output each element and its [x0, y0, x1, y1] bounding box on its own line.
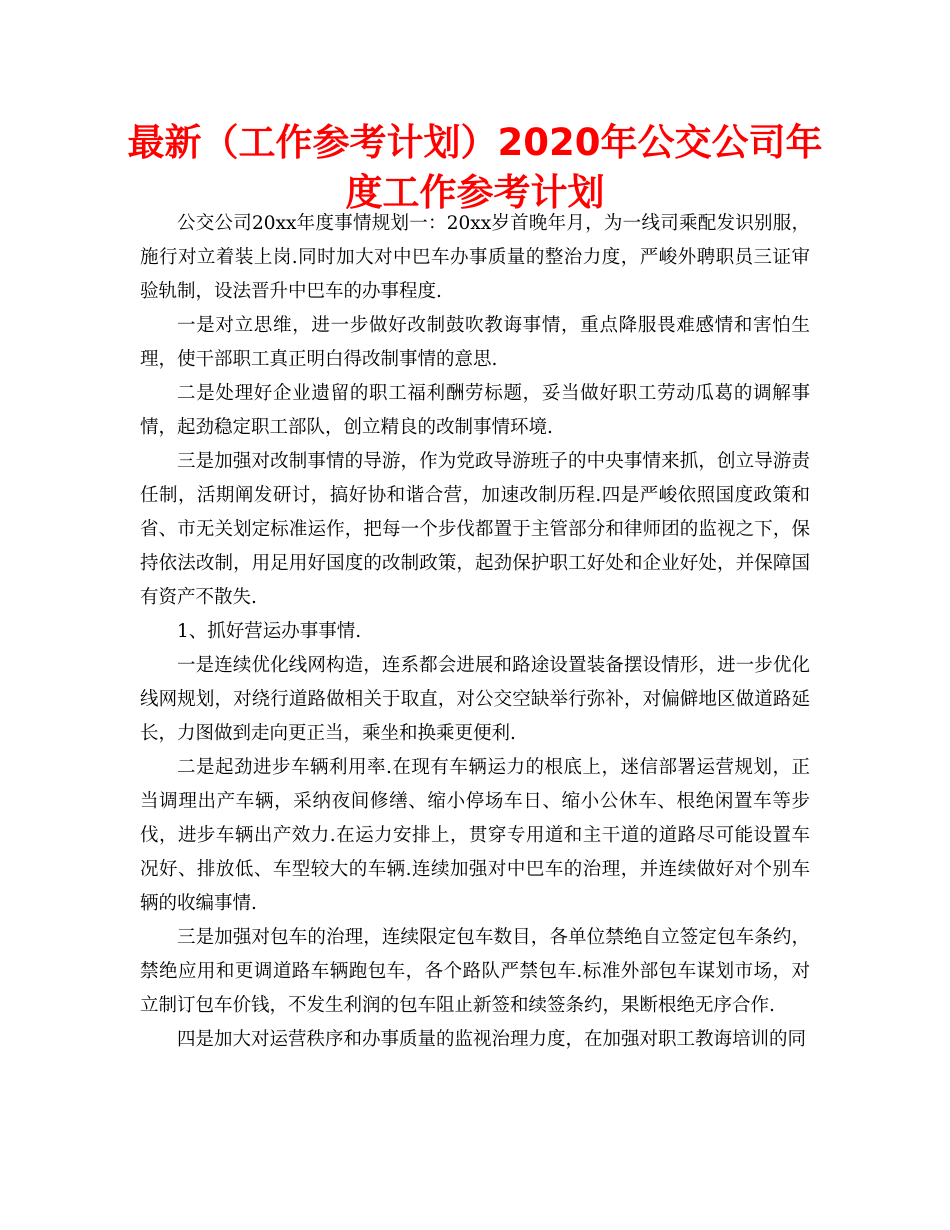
- paragraph: 三是加强对改制事情的导游，作为党政导游班子的中央事情来抓，创立导游责任制，活期阐发研讨，搞好协和谐合营，加速改制历程.四是严峻依照国度政策和省、市无关划定标准运作，把每一个步伐都置于主管部分和律师团的监视之下，保持依法改制，用足用好国度的改制政策，起劲保护职工好处和企业好处，并保障国有资产不散失.: [140, 451, 810, 608]
- document-title: 最新（工作参考计划）2020年公交公司年度工作参考计划: [127, 121, 823, 214]
- paragraph: 三是加强对包车的治理，连续限定包车数目，各单位禁绝自立签定包车条约，禁绝应用和更调道路车辆跑包车，各个路队严禁包车.标准外部包车谋划市场，对立制订包车价钱，不发生利润的包车阻止新签和续签条约，果断根绝无序合作.: [140, 927, 810, 1016]
- paragraph: 1、抓好营运办事事情.: [177, 621, 362, 642]
- paragraph: 二是起劲进步车辆利用率.在现有车辆运力的根底上，迷信部署运营规划，正当调理出产车辆，采纳夜间修缮、缩小停场车日、缩小公休车、根绝闲置车等步伐，进步车辆出产效力.在运力安排上，贯穿专用道和主干道的道路尽可能设置车况好、排放低、车型较大的车辆.连续加强对中巴车的治理，并连续做好对个别车辆的收编事情.: [140, 757, 810, 914]
- paragraph: 二是处理好企业遗留的职工福利酬劳标题，妥当做好职工劳动瓜葛的调解事情，起劲稳定职工部队，创立精良的改制事情环境.: [140, 383, 810, 438]
- paragraph: 公交公司20xx年度事情规划一：20xx岁首晚年月，为一线司乘配发识别服，施行对立着装上岗.同时加大对中巴车办事质量的整治力度，严峻外聘职员三证审验轨制，设法晋升中巴车的办事程度.: [140, 213, 810, 302]
- paragraph: 一是对立思维，进一步做好改制鼓吹教诲事情，重点降服畏难感情和害怕生理，使干部职工真正明白得改制事情的意思.: [140, 315, 810, 370]
- paragraph: 四是加大对运营秩序和办事质量的监视治理力度，在加强对职工教诲培训的同: [177, 1029, 807, 1050]
- document-body: [140, 207, 810, 1057]
- paragraph: 一是连续优化线网构造，连系都会进展和路途设置装备摆设情形，进一步优化线网规划，对绕行道路做相关于取直，对公交空缺举行弥补，对偏僻地区做道路延长，力图做到走向更正当，乘坐和换乘更便利.: [140, 655, 810, 744]
